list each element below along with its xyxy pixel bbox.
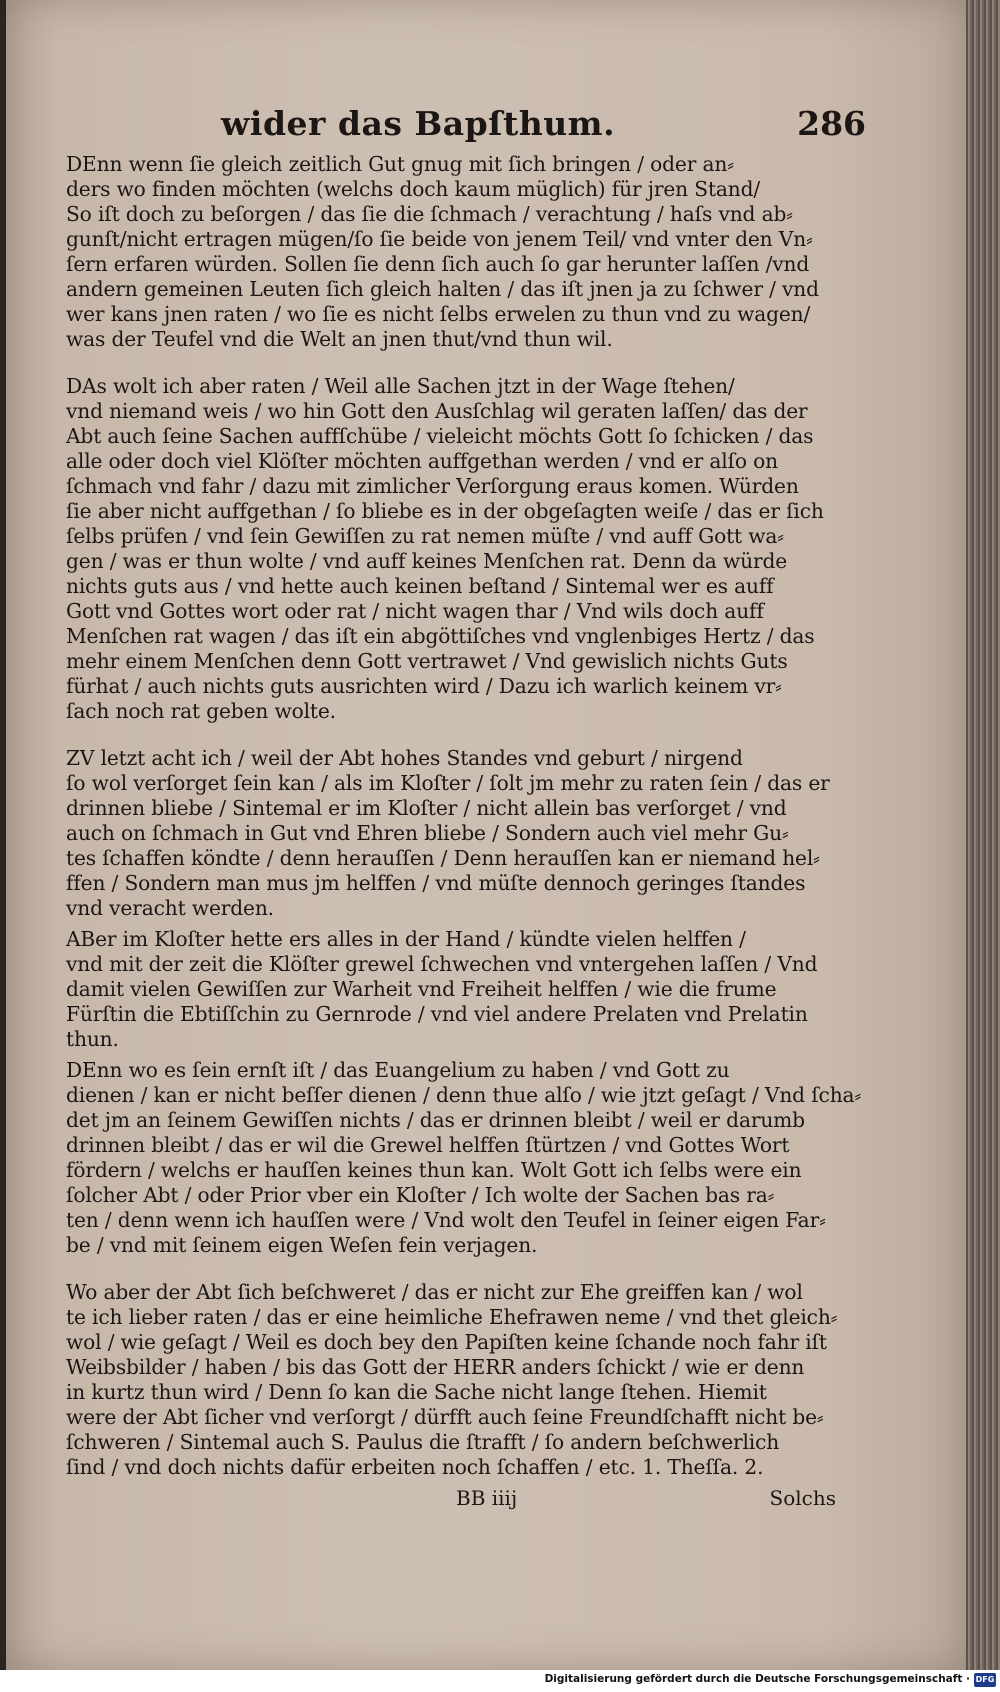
page-number: 286	[797, 104, 866, 143]
text-line: wol / wie geſagt / Weil es doch bey den Papiſten keine ſchande noch fahr iſt	[66, 1330, 827, 1354]
text-line: mehr einem Menſchen denn Gott vertrawet / Vnd gewislich nichts Guts	[66, 649, 788, 673]
text-line: in kurtz thun wird / Denn ſo kan die Sache nicht lange ſtehen. Hiemit	[66, 1380, 767, 1404]
book-page	[6, 0, 966, 1670]
funding-notice: Digitalisierung gefördert durch die Deutsche Forschungsgemeinschaft ·	[544, 1673, 970, 1685]
text-line: ſie aber nicht auffgethan / ſo bliebe es in der obgeſagten weiſe / das er ſich	[66, 499, 824, 523]
text-line: nichts guts aus / vnd hette auch keinen beſtand / Sintemal wer es auff	[66, 574, 774, 598]
footer-bar	[0, 1670, 1000, 1692]
text-line: damit vielen Gewiſſen zur Warheit vnd Freiheit helffen / wie die frume	[66, 977, 777, 1001]
text-line: vnd mit der zeit die Klöſter grewel ſchwechen vnd vntergehen laſſen / Vnd	[66, 952, 818, 976]
text-line: ſind / vnd doch nichts dafür erbeiten noch ſchaffen / etc. 1. Theſſa. 2.	[66, 1455, 764, 1479]
text-line: ſern erfaren würden. Sollen ſie denn ſich auch ſo gar herunter laſſen /vnd	[66, 252, 810, 276]
text-line: DEnn wo es ſein ernſt iſt / das Euangelium zu haben / vnd Gott zu	[66, 1058, 730, 1082]
text-line: Abt auch ſeine Sachen auffſchübe / vieleicht möchts Gott ſo ſchicken / das	[66, 424, 814, 448]
paragraph	[66, 746, 856, 921]
text-block	[66, 152, 862, 1480]
text-line: ders wo finden möchten (welchs doch kaum müglich) für jren Stand/	[66, 177, 761, 201]
text-line: thun.	[66, 1027, 119, 1051]
paragraph	[66, 374, 856, 724]
text-line: was der Teufel vnd die Welt an jnen thut/vnd thun wil.	[66, 327, 613, 351]
text-line: DEnn wenn ſie gleich zeitlich Gut gnug mit ſich bringen / oder an⸗	[66, 152, 734, 176]
text-line: Weibsbilder / haben / bis das Gott der HERR anders ſchickt / wie er denn	[66, 1355, 805, 1379]
text-line: gunſt/nicht ertragen mügen/ſo ſie beide von jenem Teil/ vnd vnter den Vn⸗	[66, 227, 813, 251]
text-line: fürhat / auch nichts guts ausrichten wird / Dazu ich warlich keinem vr⸗	[66, 674, 782, 698]
paragraph	[66, 1280, 856, 1480]
text-line: Wo aber der Abt ſich beſchweret / das er nicht zur Ehe greiffen kan / wol	[66, 1280, 803, 1304]
text-line: ſelbs prüfen / vnd ſein Gewiſſen zu rat nemen müſte / vnd auff Gott wa⸗	[66, 524, 784, 548]
text-line: andern gemeinen Leuten ſich gleich halten / das iſt jnen ja zu ſchwer / vnd	[66, 277, 819, 301]
text-line: ſchmach vnd fahr / dazu mit zimlicher Verſorgung eraus komen. Würden	[66, 474, 799, 498]
text-line: Fürſtin die Ebtiſſchin zu Gernrode / vnd viel andere Prelaten vnd Prelatin	[66, 1002, 808, 1026]
text-line: vnd veracht werden.	[66, 896, 274, 920]
text-line: auch on ſchmach in Gut vnd Ehren bliebe / Sondern auch viel mehr Gu⸗	[66, 821, 789, 845]
text-line: vnd niemand weis / wo hin Gott den Ausſchlag wil geraten laſſen/ das der	[66, 399, 808, 423]
text-line: drinnen bliebe / Sintemal er im Kloſter / nicht allein bas verſorget / vnd	[66, 796, 787, 820]
dfg-logo-icon: DFG	[974, 1673, 996, 1687]
text-line: dienen / kan er nicht beſſer dienen / denn thue alſo / wie jtzt geſagt / Vnd ſcha⸗	[66, 1083, 862, 1107]
running-title: wider das Bapſthum.	[221, 104, 616, 143]
text-line: be / vnd mit ſeinem eigen Weſen fein verjagen.	[66, 1233, 538, 1257]
paragraph	[66, 927, 856, 1052]
text-line: ſchweren / Sintemal auch S. Paulus die ſtrafft / ſo andern beſchwerlich	[66, 1430, 780, 1454]
text-line: ſolcher Abt / oder Prior vber ein Kloſter / Ich wolte der Sachen bas ra⸗	[66, 1183, 775, 1207]
signature-mark: BB iiij	[456, 1486, 518, 1510]
page-edge-stack	[966, 0, 1000, 1670]
text-line: ſo wol verſorget ſein kan / als im Kloſter / ſolt jm mehr zu raten ſein / das er	[66, 771, 830, 795]
running-head	[66, 100, 866, 152]
text-line: ffen / Sondern man mus jm helffen / vnd müſte dennoch geringes ſtandes	[66, 871, 806, 895]
page-body	[66, 100, 866, 1514]
text-line: drinnen bleibt / das er wil die Grewel helffen ſtürtzen / vnd Gottes Wort	[66, 1133, 790, 1157]
text-line: So iſt doch zu beſorgen / das ſie die ſchmach / verachtung / haſs vnd ab⸗	[66, 202, 793, 226]
text-line: wer kans jnen raten / wo ſie es nicht ſelbs erwelen zu thun vnd zu wagen/	[66, 302, 811, 326]
text-line: det jm an ſeinem Gewiſſen nichts / das er drinnen bleibt / weil er darumb	[66, 1108, 805, 1132]
text-line: ABer im Kloſter hette ers alles in der Hand / kündte vielen helffen /	[66, 927, 746, 951]
text-line: tes ſchaffen köndte / denn herauſſen / Denn herauſſen kan er niemand hel⸗	[66, 846, 820, 870]
text-line: ZV letzt acht ich / weil der Abt hohes Standes vnd geburt / nirgend	[66, 746, 743, 770]
text-line: were der Abt ſicher vnd verſorgt / dürfft auch ſeine Freundſchafft nicht be⸗	[66, 1405, 824, 1429]
text-line: fördern / welchs er hauſſen keines thun kan. Wolt Gott ich ſelbs were ein	[66, 1158, 802, 1182]
text-line: alle oder doch viel Klöſter möchten auffgethan werden / vnd er alſo on	[66, 449, 779, 473]
text-line: ſach noch rat geben wolte.	[66, 699, 336, 723]
text-line: te ich lieber raten / das er eine heimliche Ehefrawen neme / vnd thet gleich⸗	[66, 1305, 838, 1329]
paragraph	[66, 152, 856, 352]
text-line: ten / denn wenn ich hauſſen were / Vnd wolt den Teufel in ſeiner eigen Far⸗	[66, 1208, 826, 1232]
catchword: Solchs	[769, 1486, 836, 1510]
text-line: Menſchen rat wagen / das iſt ein abgöttiſches vnd vnglenbiges Hertz / das	[66, 624, 815, 648]
paragraph	[66, 1058, 862, 1258]
catchline	[66, 1486, 856, 1514]
text-line: Gott vnd Gottes wort oder rat / nicht wagen thar / Vnd wils doch auff	[66, 599, 764, 623]
text-line: gen / was er thun wolte / vnd auff keines Menſchen rat. Denn da würde	[66, 549, 788, 573]
text-line: DAs wolt ich aber raten / Weil alle Sachen jtzt in der Wage ſtehen/	[66, 374, 735, 398]
